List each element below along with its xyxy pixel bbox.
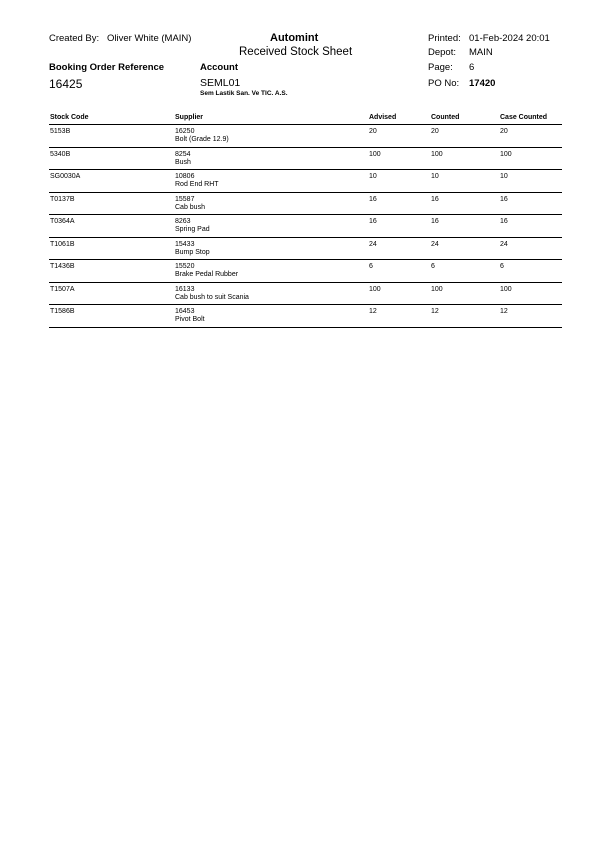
item-description: Bush — [175, 158, 191, 166]
counted-qty: 100 — [431, 150, 443, 158]
counted-qty: 16 — [431, 195, 439, 203]
table-row — [49, 170, 562, 193]
created-by-label: Created By: — [49, 33, 100, 44]
advised-qty: 100 — [369, 150, 381, 158]
item-description: Cab bush to suit Scania — [175, 293, 249, 301]
counted-qty: 6 — [431, 263, 435, 270]
stock-code: T1436B — [50, 263, 75, 270]
supplier-code: 16453 — [175, 308, 195, 315]
supplier-code: 10806 — [175, 173, 195, 180]
item-description: Bump Stop — [175, 248, 210, 256]
case-counted-qty: 16 — [500, 218, 508, 225]
case-counted-qty: 100 — [500, 285, 512, 293]
counted-qty: 24 — [431, 240, 439, 248]
depot-value: MAIN — [469, 47, 493, 58]
item-description: Pivot Bolt — [175, 316, 205, 323]
case-counted-qty: 6 — [500, 263, 504, 270]
case-counted-qty: 10 — [500, 173, 508, 180]
case-counted-qty: 100 — [500, 150, 512, 158]
item-description: Rod End RHT — [175, 181, 219, 188]
po-number: 17420 — [469, 78, 496, 89]
table-row — [49, 148, 562, 171]
depot-label: Depot: — [428, 47, 456, 58]
stock-code: 5340B — [50, 150, 71, 158]
page-number: 6 — [469, 62, 475, 73]
page-title: Received Stock Sheet — [239, 46, 353, 58]
supplier-code: 8263 — [175, 218, 191, 225]
table-row — [49, 305, 562, 328]
table-row — [49, 283, 562, 306]
table-row — [49, 193, 562, 216]
col-header-case-counted: Case Counted — [500, 114, 548, 121]
stock-code: T0137B — [50, 195, 75, 203]
stock-code: T0364A — [50, 218, 75, 225]
item-description: Brake Pedal Rubber — [175, 271, 239, 278]
booking-ref-value: 16425 — [49, 77, 83, 91]
stock-code: T1507A — [50, 285, 75, 293]
stock-code: 5153B — [50, 128, 71, 135]
company-name: Automint — [270, 32, 319, 44]
case-counted-qty: 24 — [500, 240, 508, 248]
counted-qty: 10 — [431, 173, 439, 180]
supplier-code: 15520 — [175, 263, 195, 270]
stock-code: SG0030A — [50, 173, 81, 180]
account-name: Sem Lastik San. Ve TIC. A.S. — [200, 90, 288, 97]
advised-qty: 20 — [369, 128, 377, 135]
advised-qty: 12 — [369, 308, 377, 315]
account-label: Account — [200, 62, 238, 73]
case-counted-qty: 20 — [500, 128, 508, 135]
table-row — [49, 125, 562, 148]
advised-qty: 24 — [369, 240, 377, 248]
table-row — [49, 215, 562, 238]
col-header-supplier: Supplier — [175, 114, 204, 121]
counted-qty: 16 — [431, 218, 439, 225]
stock-code: T1586B — [50, 308, 75, 315]
counted-qty: 100 — [431, 285, 443, 293]
advised-qty: 16 — [369, 195, 377, 203]
advised-qty: 6 — [369, 263, 373, 270]
supplier-code: 15587 — [175, 195, 195, 203]
advised-qty: 10 — [369, 173, 377, 180]
supplier-code: 16133 — [175, 285, 195, 293]
account-code: SEML01 — [200, 77, 241, 89]
table-row — [49, 260, 562, 283]
created-by-value: Oliver White (MAIN) — [107, 33, 192, 44]
item-description: Spring Pad — [175, 226, 210, 233]
item-description: Cab bush — [175, 203, 205, 211]
po-label: PO No: — [428, 78, 460, 89]
stock-code: T1061B — [50, 240, 75, 248]
supplier-code: 15433 — [175, 240, 195, 248]
case-counted-qty: 12 — [500, 308, 508, 315]
booking-ref-label: Booking Order Reference — [49, 62, 165, 73]
col-header-stock-code: Stock Code — [50, 114, 89, 121]
counted-qty: 12 — [431, 308, 439, 315]
counted-qty: 20 — [431, 128, 439, 135]
advised-qty: 100 — [369, 285, 381, 293]
case-counted-qty: 16 — [500, 195, 508, 203]
supplier-code: 8254 — [175, 150, 191, 158]
advised-qty: 16 — [369, 218, 377, 225]
col-header-counted: Counted — [431, 114, 460, 121]
table-row — [49, 238, 562, 261]
printed-label: Printed: — [428, 33, 461, 44]
stock-table — [49, 114, 562, 328]
page-label: Page: — [428, 62, 453, 73]
item-description: Bolt (Grade 12.9) — [175, 136, 229, 143]
table-header — [49, 114, 562, 125]
col-header-advised: Advised — [369, 114, 397, 121]
printed-value: 01-Feb-2024 20:01 — [469, 33, 550, 44]
supplier-code: 16250 — [175, 128, 195, 135]
